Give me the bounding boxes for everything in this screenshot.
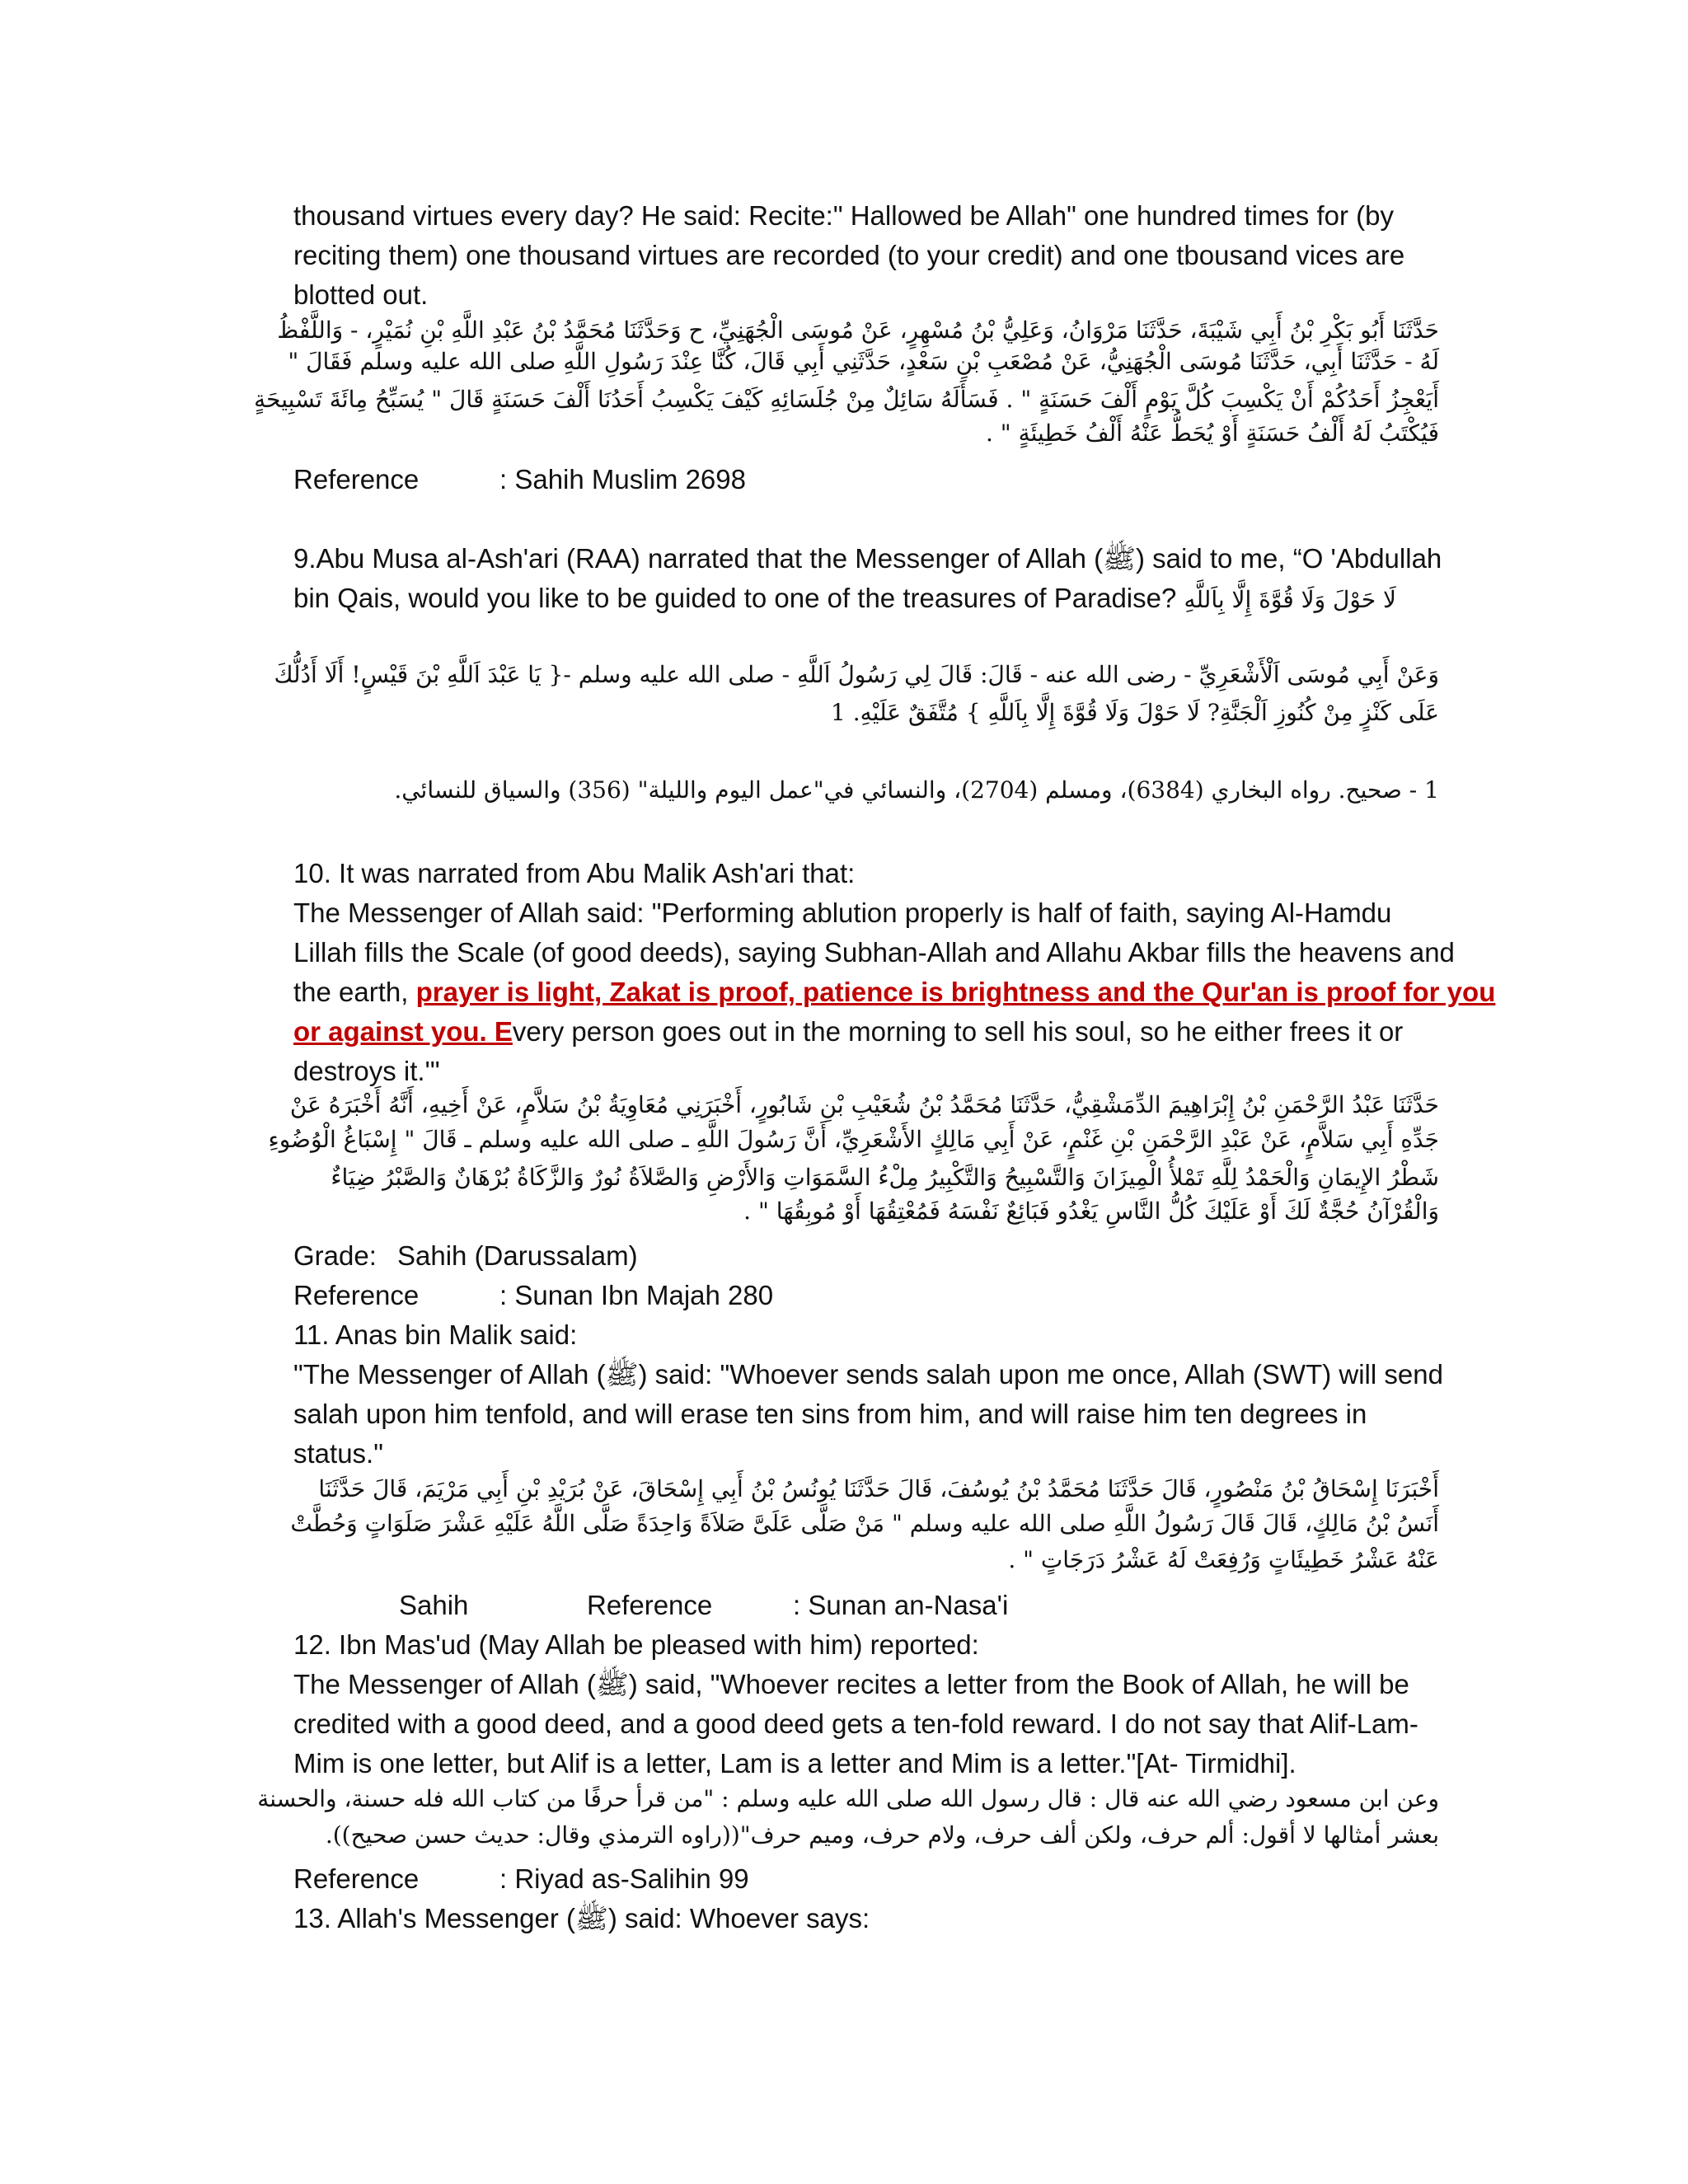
h12-ar-line-1: وعن ابن مسعود رضي الله عنه قال : قال رسول الله صلى الله عليه وسلم : "من قرأ حرفًا من كتاب الله فله حسنة، والحسنة: [257, 1785, 1439, 1812]
grade-label: Grade:: [293, 1240, 377, 1271]
grade-value: Sahih (Darussalam): [397, 1240, 638, 1271]
h10-en-line-3-plain: the earth,: [293, 977, 416, 1007]
h9-ar-line-1: وَعَنْ أَبِي مُوسَى اَلْأَشْعَرِيِّ - رضى الله عنه - قَالَ: قَالَ لِي رَسُولُ اَللَّهِ - صلى الله عليه وسلم -{ يَا عَبْدَ اَللَّهِ بْنَ قَيْسٍ! أَلَا أَدُلُّكَ: [274, 661, 1439, 688]
h10-en-line-1: The Messenger of Allah said: "Performing ablution properly is half of faith, saying Al-Hamdu: [293, 898, 1392, 928]
h11-en-line-2: salah upon him tenfold, and will erase ten sins from him, and will raise him ten degrees in: [293, 1399, 1367, 1429]
reference-label: Reference: [293, 1280, 420, 1310]
h9-ar-line-2: عَلَى كَنْزٍ مِنْ كُنُوزِ اَلْجَنَّةِ? لَا حَوْلَ وَلَا قُوَّةَ إِلَّا بِاَللَّهِ } مُتَّفَقٌ عَلَيْهِ. 1: [830, 699, 1439, 726]
intro-en-line-2: reciting them) one thousand virtues are recorded (to your credit) and one tbousand vices are: [293, 240, 1405, 270]
h10-highlighted-text: prayer is light, Zakat is proof, patience is brightness and the Qur'an is proof for you: [415, 977, 1496, 1007]
h10-en-line-3: [293, 972, 1496, 1012]
h10-title: 10. It was narrated from Abu Malik Ash'ari that:: [293, 858, 856, 888]
grade-value: Sahih: [399, 1590, 469, 1620]
h10-highlighted-text-cont: or against you. E: [293, 1016, 513, 1047]
reference-label: Reference: [587, 1590, 713, 1620]
h11-ar-line-1: أَخْبَرَنَا إِسْحَاقُ بْنُ مَنْصُورٍ، قَالَ حَدَّثَنَا مُحَمَّدُ بْنُ يُوسُفَ، قَالَ حَدَّثَنَا يُونُسُ بْنُ أَبِي إِسْحَاقَ، عَنْ بُرَيْدِ بْنِ أَبِي مَرْيَمَ، قَالَ حَدَّثَنَا: [318, 1475, 1439, 1502]
h10-ar-line-4: وَالْقُرْآنُ حُجَّةٌ لَكَ أَوْ عَلَيْكَ كُلُّ النَّاسِ يَغْدُو فَبَائِعٌ نَفْسَهُ فَمُعْتِقُهَا أَوْ مُوبِقُهَا " .: [743, 1197, 1439, 1225]
reference-value: : Sahih Muslim 2698: [499, 464, 746, 494]
reference-value: : Riyad as-Salihin 99: [499, 1863, 749, 1894]
h10-en-line-4-plain: very person goes out in the morning to sell his soul, so he either frees it or: [512, 1016, 1404, 1047]
reference-label: Reference: [293, 1863, 420, 1894]
h10-en-line-5: destroys it.'": [293, 1056, 440, 1086]
h12-en-line-3: Mim is one letter, but Alif is a letter, Lam is a letter and Mim is a letter."[At- Tirmidhi].: [293, 1748, 1296, 1779]
intro-reference: [293, 460, 1456, 499]
h12-ar-line-2: بعشر أمثالها لا أقول: ألم حرف، ولكن ألف حرف، ولام حرف، وميم حرف"((راوه الترمذي وقال: حديث حسن صحيح)).: [325, 1821, 1439, 1849]
h9-en-line-2-arabic: لَا حَوْلَ وَلَا قُوَّةَ إِلَّا بِاَللَّهِ: [1184, 586, 1396, 613]
intro-en-line-3: blotted out.: [293, 279, 429, 310]
h12-title: 12. Ibn Mas'ud (May Allah be pleased with him) reported:: [293, 1629, 979, 1660]
h10-ar-line-2: جَدِّهِ أَبِي سَلاَّمٍ، عَنْ عَبْدِ الرَّحْمَنِ بْنِ غَنْمٍ، عَنْ أَبِي مَالِكٍ الأَشْعَرِيِّ، أَنَّ رَسُولَ اللَّهِ ـ صلى الله عليه وسلم ـ قَالَ " إِسْبَاغُ الْوُضُوءِ: [268, 1126, 1439, 1153]
h9-en-line-1: 9.Abu Musa al-Ash'ari (RAA) narrated that the Messenger of Allah (ﷺ) said to me, “O 'Abdullah: [293, 543, 1442, 574]
h10-ar-line-1: حَدَّثَنَا عَبْدُ الرَّحْمَنِ بْنُ إِبْرَاهِيمَ الدِّمَشْقِيُّ، حَدَّثَنَا مُحَمَّدُ بْنُ شُعَيْبِ بْنِ شَابُورٍ، أَخْبَرَنِي مُعَاوِيَةُ بْنُ سَلاَّمٍ، عَنْ أَخِيهِ، أَنَّهُ أَخْبَرَهُ عَنْ: [289, 1091, 1439, 1118]
h10-reference: [293, 1276, 1456, 1315]
h10-ar-line-3: شَطْرُ الإِيمَانِ وَالْحَمْدُ لِلَّهِ تَمْلأُ الْمِيزَانَ وَالتَّسْبِيحُ وَالتَّكْبِيرُ مِلْءُ السَّمَوَاتِ وَالأَرْضِ وَالصَّلاَةُ نُورٌ وَالزَّكَاةُ بُرْهَانٌ وَالصَّبْرُ ضِيَاءٌ: [331, 1164, 1439, 1191]
intro-en-line-1: thousand virtues every day? He said: Recite:" Hallowed be Allah" one hundred times for (by: [293, 200, 1394, 231]
h13-title: 13. Allah's Messenger (ﷺ) said: Whoever says:: [293, 1903, 870, 1933]
h9-en-line-2-text: bin Qais, would you like to be guided to one of the treasures of Paradise?: [293, 583, 1177, 613]
h11-en-line-3: status.": [293, 1438, 383, 1469]
reference-label: Reference: [293, 464, 420, 494]
intro-ar-line-3: أَيَعْجِزُ أَحَدُكُمْ أَنْ يَكْسِبَ كُلَّ يَوْمٍ أَلْفَ حَسَنَةٍ " . فَسَأَلَهُ سَائِلٌ مِنْ جُلَسَائِهِ كَيْفَ يَكْسِبُ أَحَدُنَا أَلْفَ حَسَنَةٍ قَالَ " يُسَبِّحُ مِائَةَ تَسْبِيحَةٍ: [254, 386, 1439, 413]
h10-en-line-2: Lillah fills the Scale (of good deeds), saying Subhan-Allah and Allahu Akbar fills the heavens and: [293, 937, 1455, 968]
intro-ar-line-4: فَيُكْتَبُ لَهُ أَلْفُ حَسَنَةٍ أَوْ يُحَطُّ عَنْهُ أَلْفُ خَطِيئَةٍ " .: [985, 419, 1439, 447]
h11-ar-line-3: عَنْهُ عَشْرُ خَطِيئَاتٍ وَرُفِعَتْ لَهُ عَشْرُ دَرَجَاتٍ " .: [1008, 1546, 1439, 1573]
reference-value: : Sunan an-Nasa'i: [793, 1590, 1009, 1620]
reference-value: : Sunan Ibn Majah 280: [499, 1280, 774, 1310]
h11-ar-line-2: أَنَسُ بْنُ مَالِكٍ، قَالَ قَالَ رَسُولُ اللَّهِ صلى الله عليه وسلم " مَنْ صَلَّى عَلَىَّ صَلاَةً وَاحِدَةً صَلَّى اللَّهُ عَلَيْهِ عَشْرَ صَلَوَاتٍ وَحُطَّتْ: [290, 1510, 1439, 1537]
h12-reference: [293, 1859, 1456, 1899]
intro-ar-line-1: حَدَّثَنَا أَبُو بَكْرِ بْنُ أَبِي شَيْبَةَ، حَدَّثَنَا مَرْوَانُ، وَعَلِيُّ بْنُ مُسْهِرٍ، عَنْ مُوسَى الْجُهَنِيِّ، ح وَحَدَّثَنَا مُحَمَّدُ بْنُ عَبْدِ اللَّهِ بْنِ نُمَيْرٍ، - وَاللَّفْظُ: [277, 316, 1439, 344]
h11-title: 11. Anas bin Malik said:: [293, 1319, 578, 1350]
h11-grade-reference: [293, 1586, 1456, 1625]
h10-grade: [293, 1236, 1456, 1276]
h10-en-line-4: [293, 1012, 1456, 1052]
h11-en-line-1: "The Messenger of Allah (ﷺ) said: "Whoever sends salah upon me once, Allah (SWT) will send: [293, 1359, 1443, 1390]
h12-en-line-1: The Messenger of Allah (ﷺ) said, "Whoever recites a letter from the Book of Allah, he will be: [293, 1669, 1409, 1699]
h9-en-line-2: [293, 579, 1456, 620]
h12-en-line-2: credited with a good deed, and a good deed gets a ten-fold reward. I do not say that Alif-Lam-: [293, 1708, 1418, 1739]
h9-footnote: 1 - صحيح. رواه البخاري (6384)، ومسلم (2704)، والنسائي في"عمل اليوم والليلة" (356) والسياق للنسائي.: [394, 776, 1439, 804]
intro-ar-line-2: لَهُ - حَدَّثَنَا أَبِي، حَدَّثَنَا مُوسَى الْجُهَنِيُّ، عَنْ مُصْعَبِ بْنِ سَعْدٍ، حَدَّثَنِي أَبِي قَالَ، كُنَّا عِنْدَ رَسُولِ اللَّهِ صلى الله عليه وسلم فَقَالَ ": [288, 348, 1439, 375]
